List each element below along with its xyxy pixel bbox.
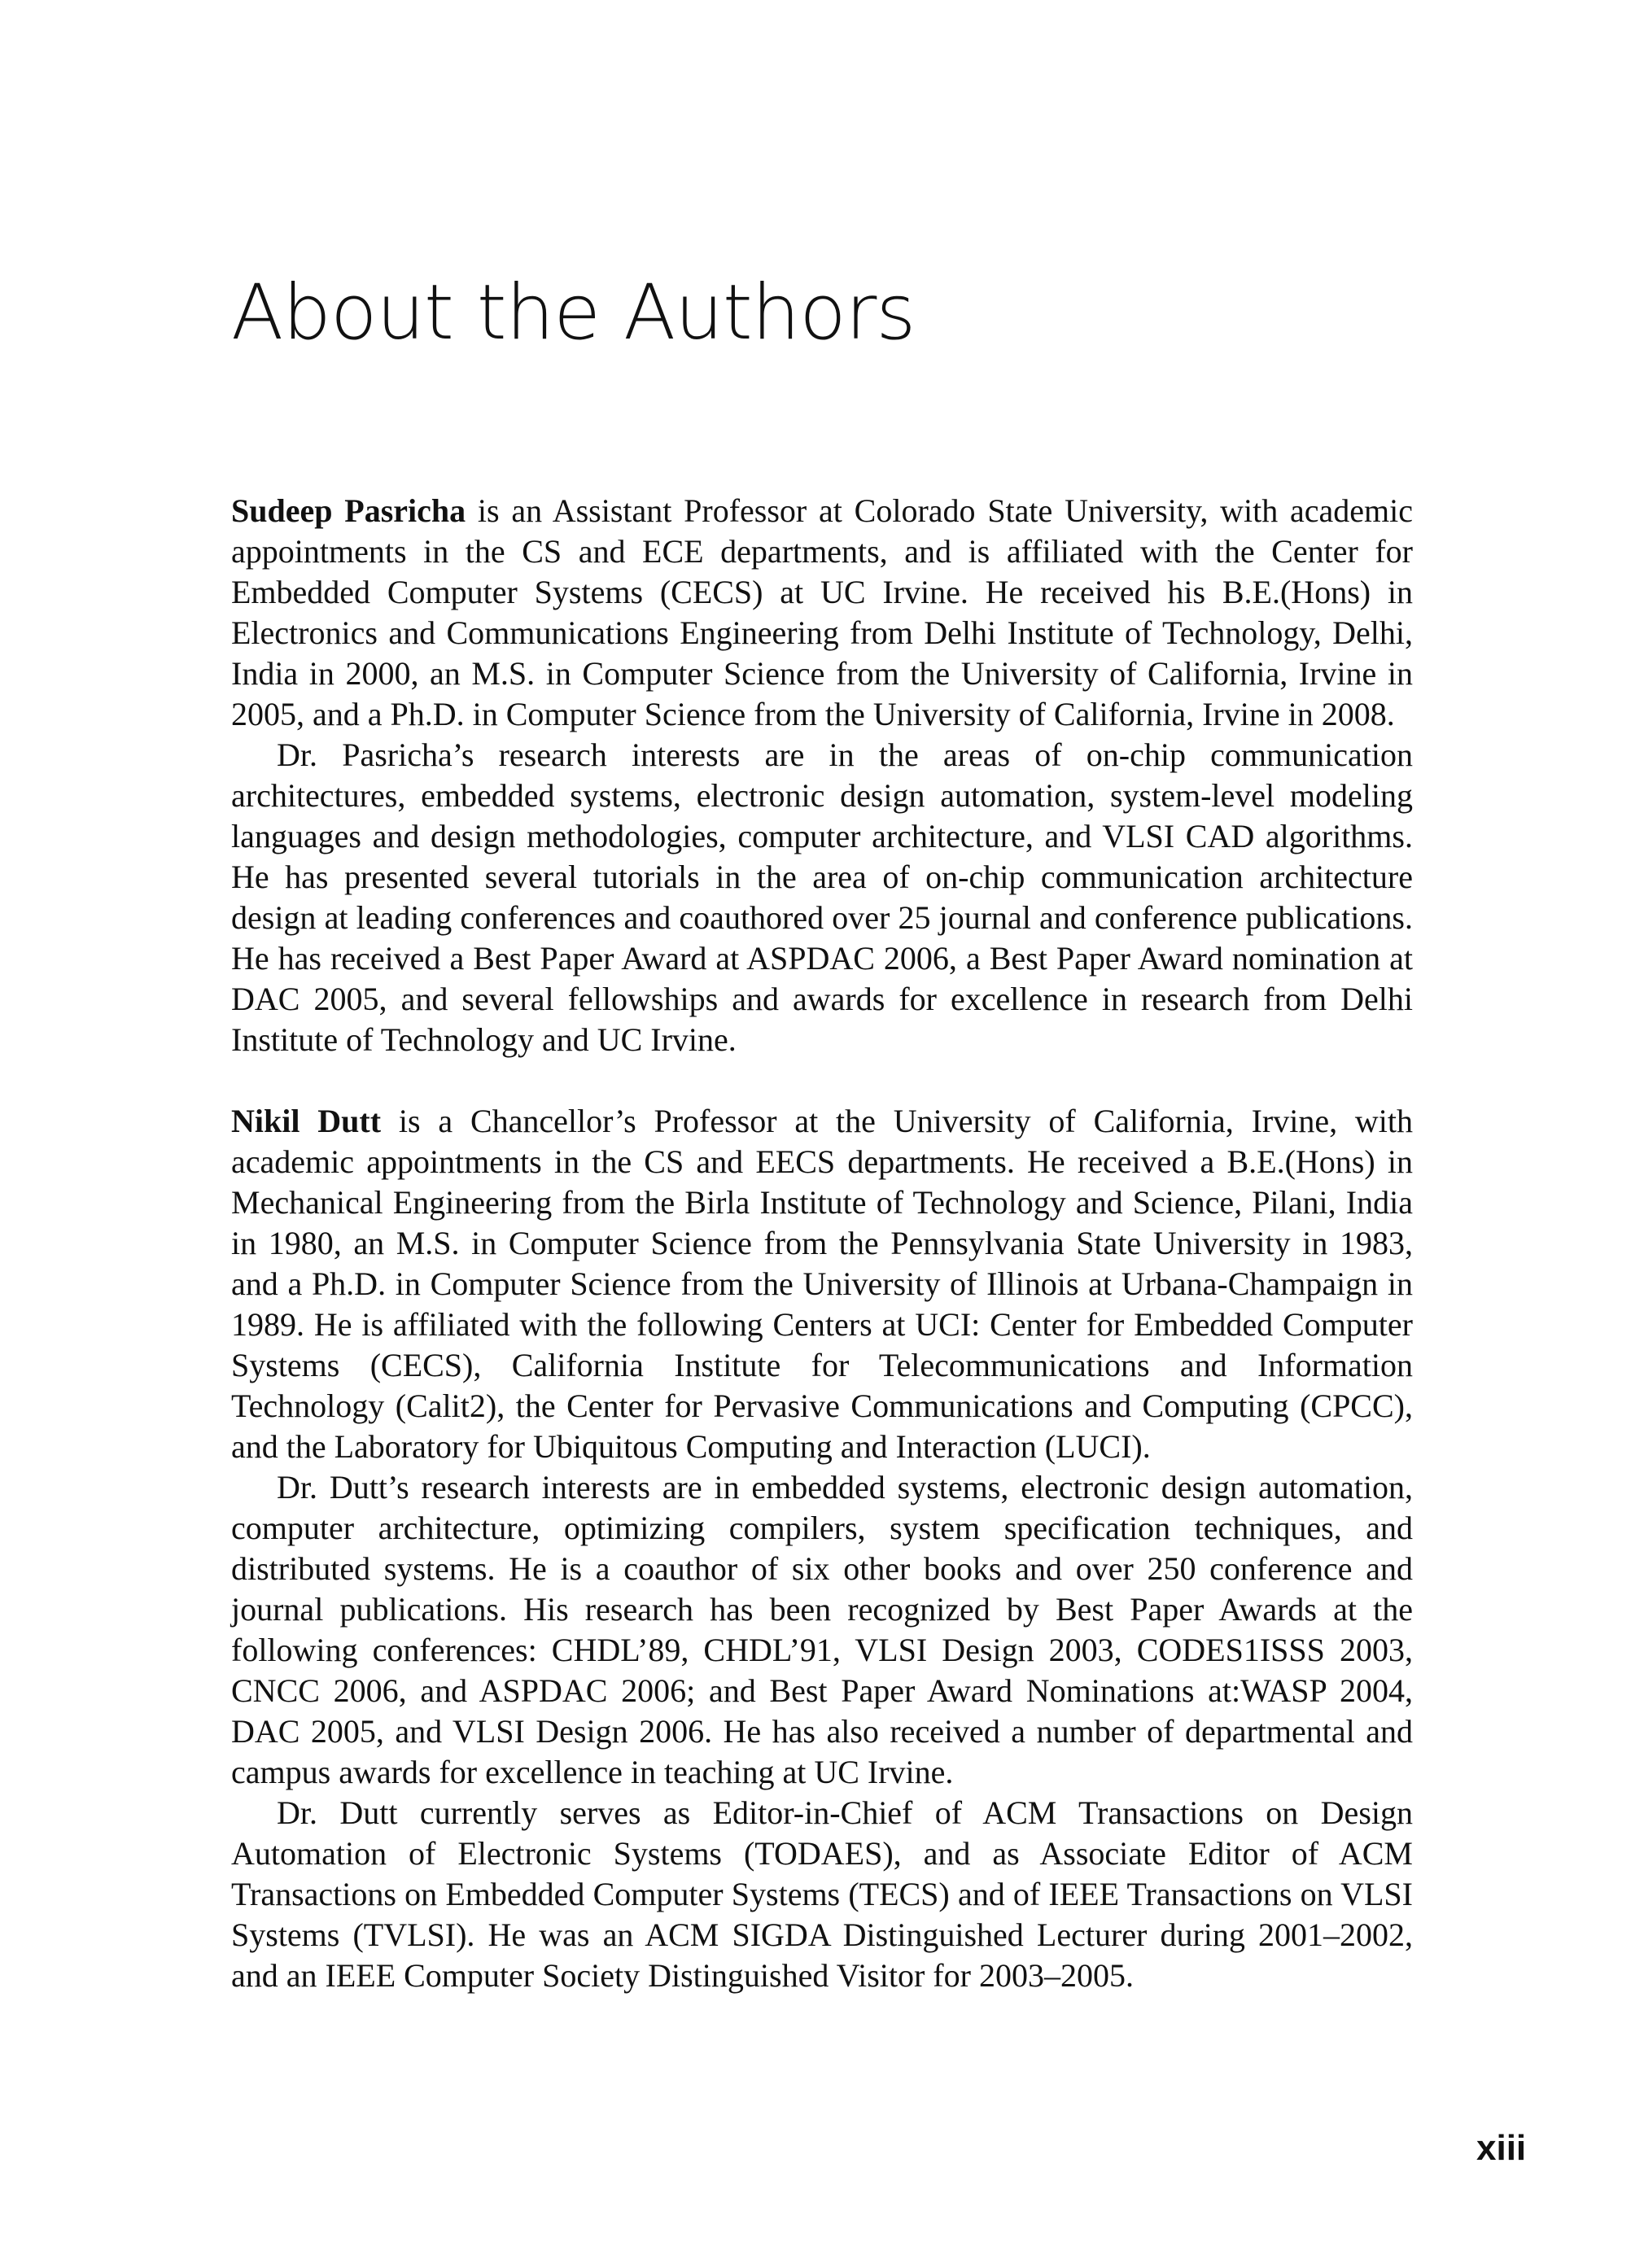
author-name: Nikil Dutt (231, 1103, 382, 1139)
author-name: Sudeep Pasricha (231, 492, 466, 529)
bio-paragraph (231, 1101, 1413, 1467)
bio-text: is an Assistant Professor at Colorado State University, with academic appointments in the CS and ECE departments, and is affiliated with the Center for Embedded Computer Systems (CECS) at UC Irvine. He received his B.E.(Hons) in Electronics and Communications Engineering from Delhi Institute of Technology, Delhi, India in 2000, an M.S. in Computer Science from the University of California, Irvine in 2005, and a Ph.D. in Computer Science from the University of California, Irvine in 2008. (231, 492, 1414, 732)
author-bio-dutt (231, 1101, 1413, 1996)
page-number: xiii (1476, 2128, 1527, 2168)
bio-paragraph (231, 491, 1413, 735)
authors-section (231, 491, 1413, 1996)
bio-paragraph: Dr. Dutt currently serves as Editor-in-Chief of ACM Transactions on Design Automation of Electronic Systems (TODAES), and as Associate Editor of ACM Transactions on Embedded Computer Systems (TECS) and of IEEE Transactions on VLSI Systems (TVLSI). He was an ACM SIGDA Distinguished Lecturer during 2001–2002, and an IEEE Computer Society Distinguished Visitor for 2003–2005. (231, 1794, 1413, 1994)
author-bio-pasricha (231, 491, 1413, 1060)
bio-text: is a Chancellor’s Professor at the University of California, Irvine, with academic appointments in the CS and EECS departments. He received a B.E.(Hons) in Mechanical Engineering from the Birla Institute of Technology and Science, Pilani, India in 1980, an M.S. in Computer Science from the Pennsylvania State University in 1983, and a Ph.D. in Computer Science from the University of Illinois at Urbana-Champaign in 1989. He is affiliated with the following Centers at UCI: Center for Embedded Computer Systems (CECS), California Institute for Telecommunications and Information Technology (Calit2), the Center for Pervasive Communications and Computing (CPCC), and the Laboratory for Ubiquitous Computing and Interaction (LUCI). (231, 1103, 1414, 1465)
bio-paragraph: Dr. Dutt’s research interests are in embedded systems, electronic design automation, computer architecture, optimizing compilers, system specification techniques, and distributed systems. He is a coauthor of six other books and over 250 conference and journal publications. His research has been recognized by Best Paper Awards at the following conferences: CHDL’89, CHDL’91, VLSI Design 2003, CODES1ISSS 2003, CNCC 2006, and ASPDAC 2006; and Best Paper Award Nominations at:WASP 2004, DAC 2005, and VLSI Design 2006. He has also received a number of departmental and campus awards for excellence in teaching at UC Irvine. (231, 1469, 1413, 1790)
bio-paragraph: Dr. Pasricha’s research interests are in the areas of on-chip communication architectures, embedded systems, electronic design automation, system-level modeling languages and design methodologies, computer architecture, and VLSI CAD algorithms. He has presented several tutorials in the area of on-chip communication architecture design at leading conferences and coauthored over 25 journal and conference publications. He has received a Best Paper Award at ASPDAC 2006, a Best Paper Award nomination at DAC 2005, and several fellowships and awards for excellence in research from Delhi Institute of Technology and UC Irvine. (231, 736, 1413, 1058)
page-title: About the Authors (231, 269, 916, 357)
